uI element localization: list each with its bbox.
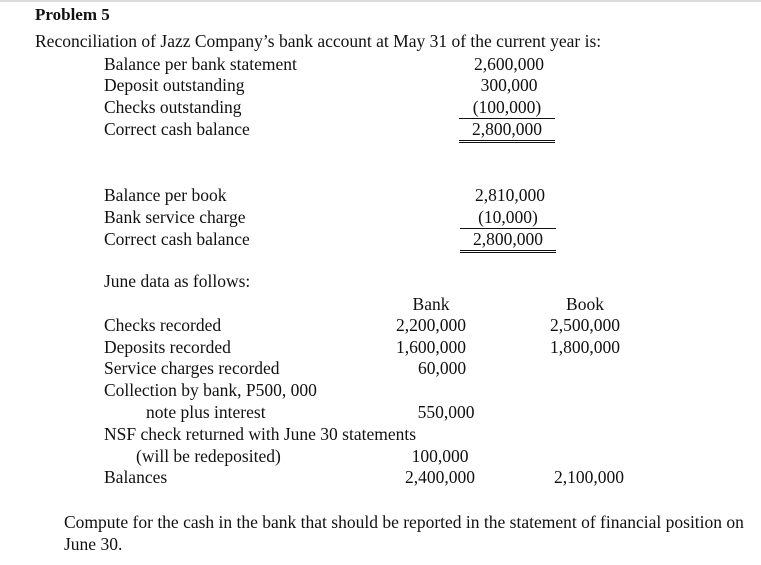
june-row-label: Collection by bank, P500, 000 bbox=[104, 380, 317, 400]
book-row-label: Bank service charge bbox=[104, 207, 246, 227]
june-row-bank: 1,600,000 bbox=[396, 337, 466, 357]
bank-row-value: (100,000) bbox=[459, 97, 555, 119]
june-row-label: note plus interest bbox=[146, 402, 266, 422]
june-row-label: (will be redeposited) bbox=[136, 446, 281, 466]
june-row-bank: 100,000 bbox=[411, 446, 469, 466]
june-row-bank: 2,200,000 bbox=[396, 315, 466, 335]
bank-row-label: Balance per bank statement bbox=[104, 54, 297, 74]
book-row-label: Correct cash balance bbox=[104, 229, 250, 249]
bank-row-label: Checks outstanding bbox=[104, 97, 242, 117]
june-row-label: Deposits recorded bbox=[104, 337, 231, 357]
bank-row-label: Deposit outstanding bbox=[104, 75, 245, 95]
bank-correct-balance: 2,800,000 bbox=[459, 119, 555, 143]
june-row-label: Checks recorded bbox=[104, 315, 222, 335]
question-text: Compute for the cash in the bank that should be reported in the statement of financial position on June 30. bbox=[64, 512, 744, 554]
june-row-label: NSF check returned with June 30 statements bbox=[104, 424, 417, 444]
book-row-value: (10,000) bbox=[460, 207, 556, 229]
bank-row-value: 2,600,000 bbox=[474, 54, 544, 74]
june-row-book: 2,100,000 bbox=[554, 467, 624, 487]
june-row-bank: 550,000 bbox=[417, 402, 475, 422]
bank-row-label: Correct cash balance bbox=[104, 119, 250, 139]
book-row-label: Balance per book bbox=[104, 185, 227, 205]
june-row-label: Service charges recorded bbox=[104, 358, 280, 378]
book-row-value: 2,810,000 bbox=[475, 185, 545, 205]
problem-intro: Reconciliation of Jazz Company’s bank account at May 31 of the current year is: bbox=[35, 31, 602, 51]
june-row-bank: 60,000 bbox=[417, 358, 467, 378]
problem-title: Problem 5 bbox=[35, 5, 110, 24]
column-header-bank: Bank bbox=[412, 294, 450, 314]
june-heading: June data as follows: bbox=[104, 271, 251, 291]
june-row-bank: 2,400,000 bbox=[405, 467, 475, 487]
june-row-book: 2,500,000 bbox=[550, 315, 620, 335]
june-row-label: Balances bbox=[104, 467, 168, 487]
column-header-book: Book bbox=[566, 294, 604, 314]
bank-row-value: 300,000 bbox=[480, 75, 538, 95]
top-rule bbox=[0, 0, 761, 2]
book-correct-balance: 2,800,000 bbox=[460, 229, 556, 253]
june-row-book: 1,800,000 bbox=[550, 337, 620, 357]
